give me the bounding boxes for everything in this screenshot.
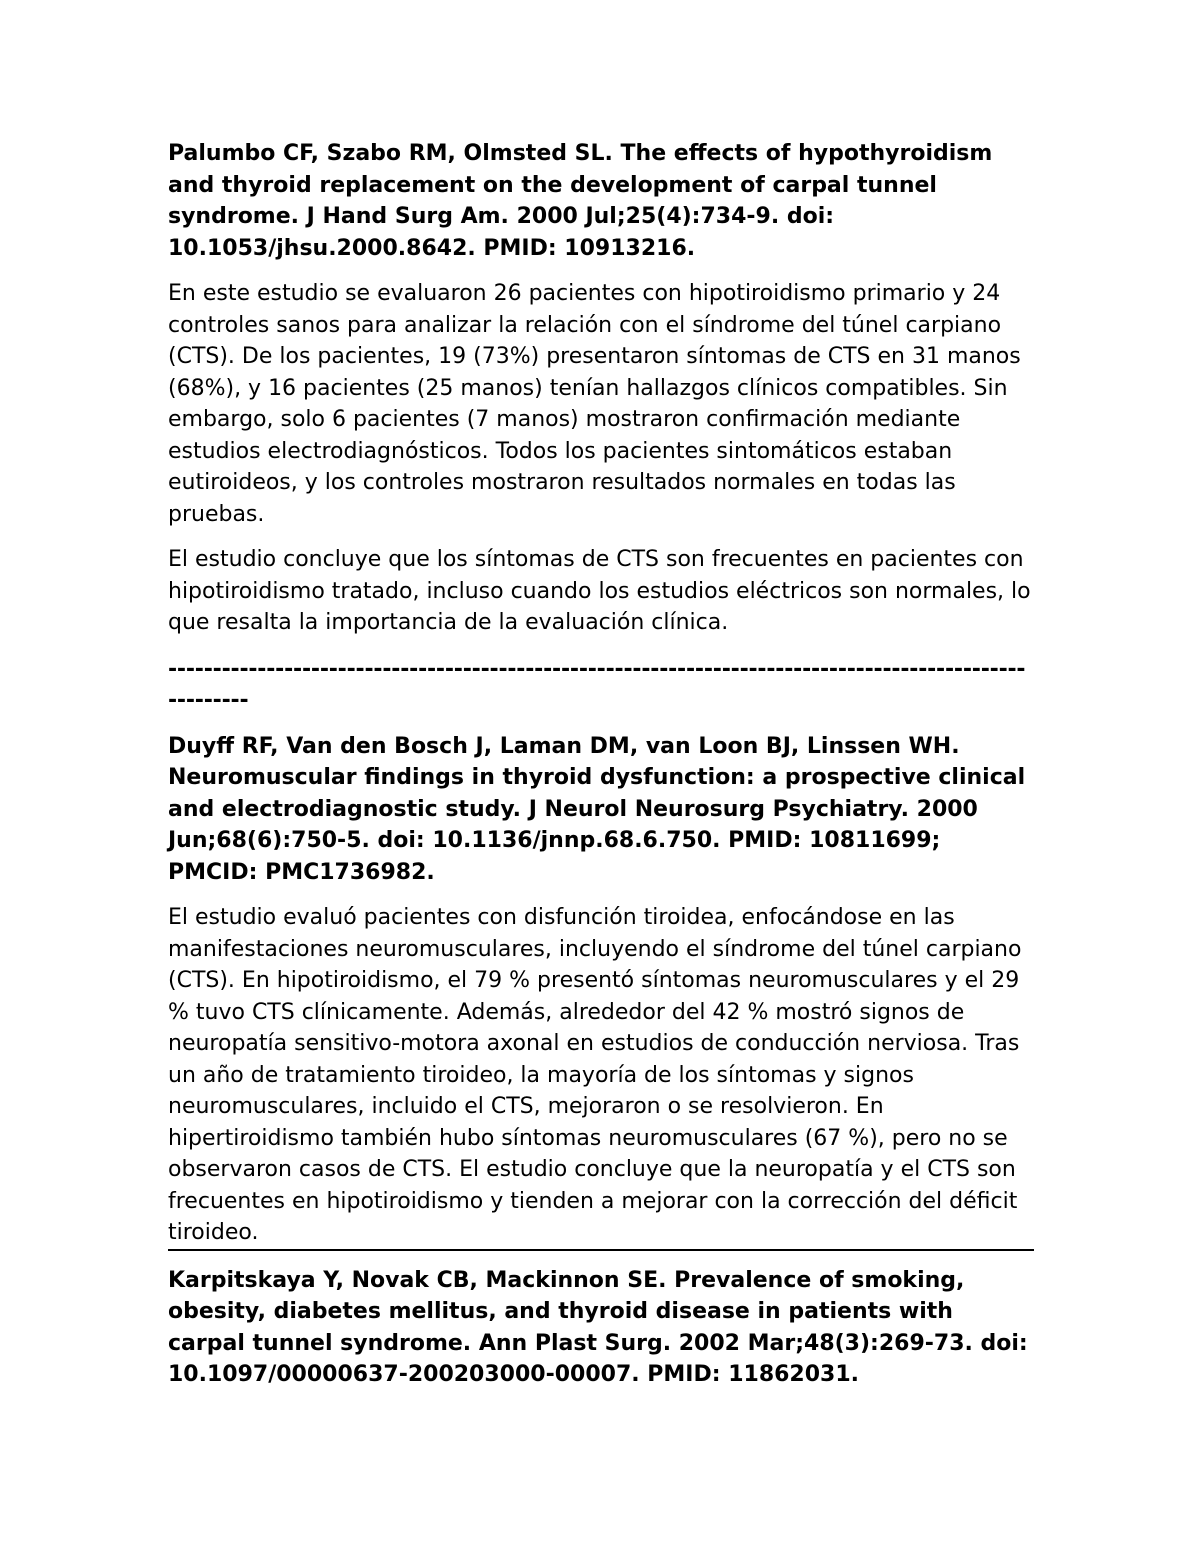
conclusion-paragraph: El estudio concluye que los síntomas de CTS son frecuentes en pacientes con hipotiroidismo tratado, incluso cuando los estudios eléctricos son normales, lo que resalta la importancia de la evaluación clínica. xyxy=(168,547,1031,635)
summary-paragraph: En este estudio se evaluaron 26 pacientes con hipotiroidismo primario y 24 controles sanos para analizar la relación con el síndrome del túnel carpiano (CTS). De los pacientes, 19 (73%) presentaron síntomas de CTS en 31 manos (68%), y 16 pacientes (25 manos) tenían hallazgos clínicos compatibles. Sin embargo, solo 6 pacientes (7 manos) mostraron confirmación mediante estudios electrodiagnósticos. Todos los pacientes sintomáticos estaban eutiroideos, y los controles mostraron resultados normales en todas las pruebas. xyxy=(168,281,1021,527)
summary-paragraph: El estudio evaluó pacientes con disfunción tiroidea, enfocándose en las manifestaciones neuromusculares, incluyendo el síndrome del túnel carpiano (CTS). En hipotiroidismo, el 79 % presentó síntomas neuromusculares y el 29 % tuvo CTS clínicamente. Además, alrededor del 42 % mostró signos de neuropatía sensitivo-motora axonal en estudios de conducción nerviosa. Tras un año de tratamiento tiroideo, la mayoría de los síntomas y signos neuromusculares, incluido el CTS, mejoraron o se resolvieron. En hipertiroidismo también hubo síntomas neuromusculares (67 %), pero no se observaron casos de CTS. El estudio concluye que la neuropatía y el CTS son frecuentes en hipotiroidismo y tienden a mejorar con la corrección del déficit tiroideo. xyxy=(168,905,1022,1245)
reference-citation-karpitskaya: Karpitskaya Y, Novak CB, Mackinnon SE. Prevalence of smoking, obesity, diabetes mellitus, and thyroid disease in patients with carpal tunnel syndrome. Ann Plast Surg. 2002 Mar;48(3):269-73. doi: 10.1097/00000637-200203000-00007. PMID: 11862031. xyxy=(168,1267,1028,1387)
dashed-separator: --------------------------------------------------------------------------------------------------------- xyxy=(168,656,1026,713)
reference-citation-palumbo: Palumbo CF, Szabo RM, Olmsted SL. The effects of hypothyroidism and thyroid replacement on the development of carpal tunnel syndrome. J Hand Surg Am. 2000 Jul;25(4):734-9. doi: 10.1053/jhsu.2000.8642. PMID: 10913216. xyxy=(168,141,993,261)
reference-citation-duyff: Duyff RF, Van den Bosch J, Laman DM, van Loon BJ, Linssen WH. Neuromuscular findings in thyroid dysfunction: a prospective clinical and electrodiagnostic study. J Neurol Neurosurg Psychiatry. 2000 Jun;68(6):750-5. doi: 10.1136/jnnp.68.6.750. PMID: 10811699; PMCID: PMC1736982. xyxy=(168,733,1026,885)
horizontal-rule xyxy=(168,1249,1034,1251)
document-page xyxy=(168,138,1034,1391)
